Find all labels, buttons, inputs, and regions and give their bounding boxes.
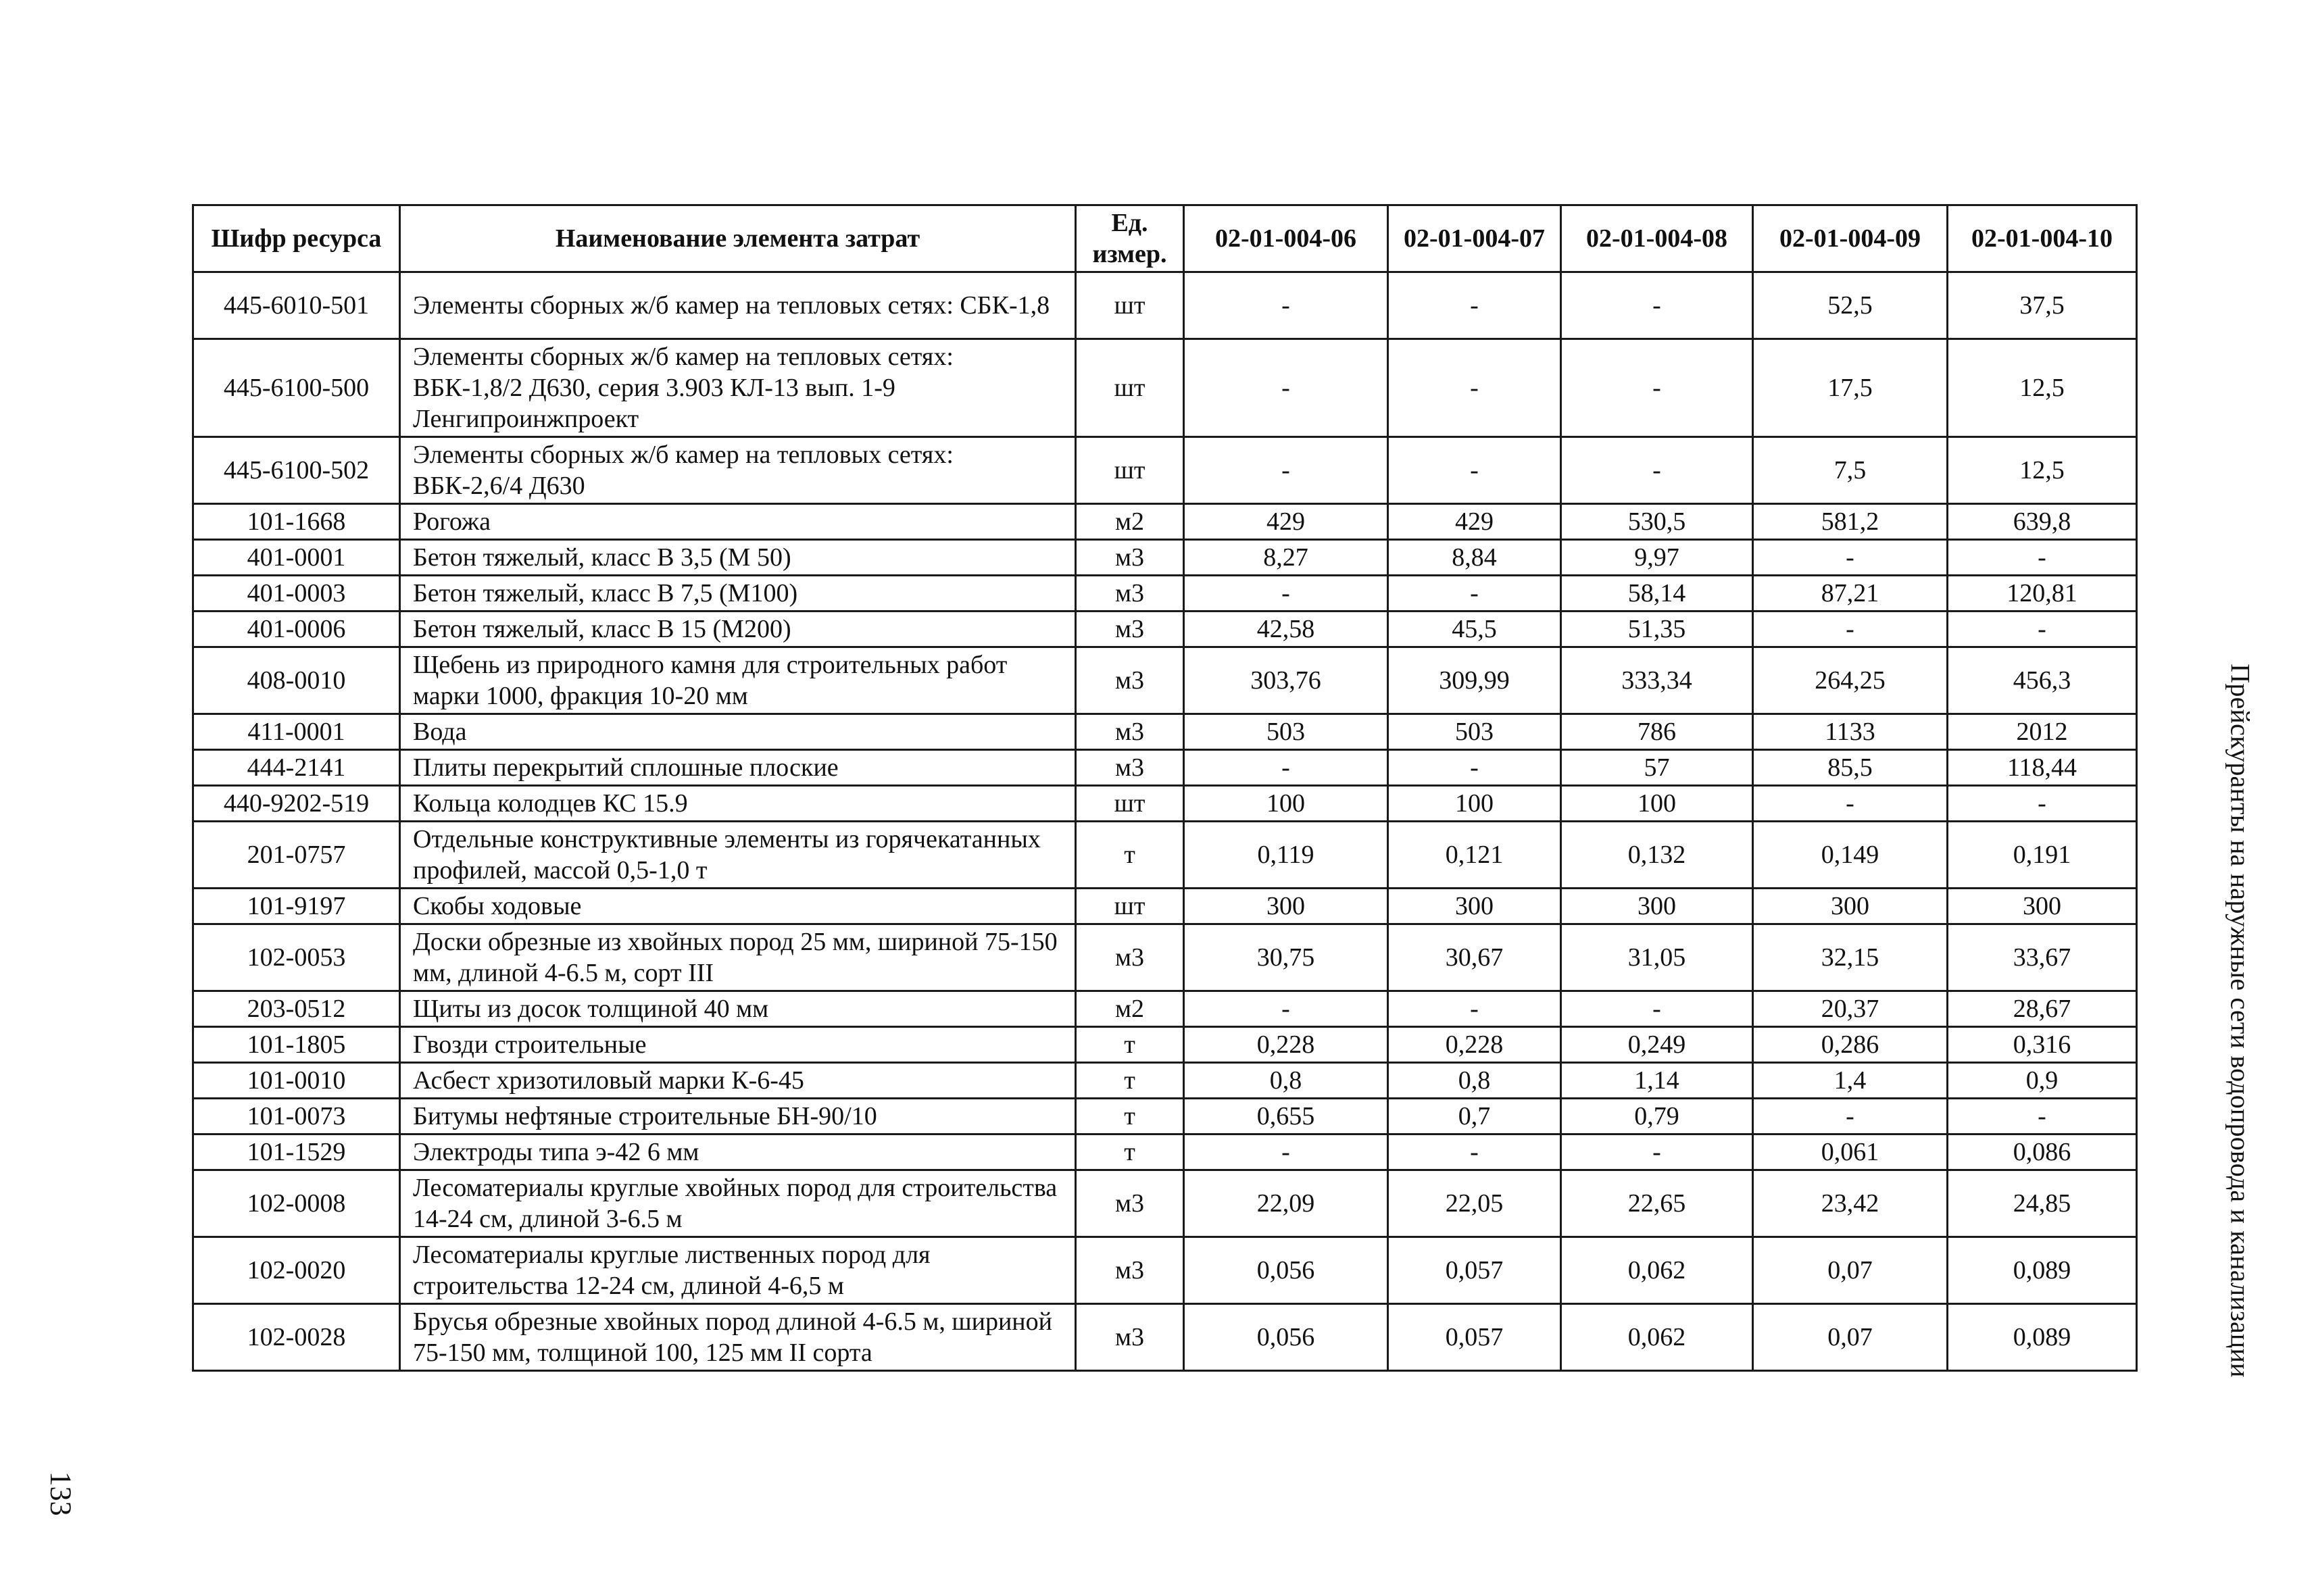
page-number [27,1460,95,1527]
cell-code: 203-0512 [193,991,400,1027]
resource-table [192,204,2138,1372]
cell-code: 201-0757 [193,822,400,889]
table-row [193,822,2137,889]
cell-name: Брусья обрезные хвойных пород длиной 4-6.5 м, шириной 75-150 мм, толщиной 100, 125 мм II сорта [400,1304,1076,1371]
cell-value: 100 [1561,786,1753,822]
cell-value: - [1388,750,1561,786]
table-row [193,1237,2137,1304]
cell-value: 639,8 [1948,504,2137,540]
cell-unit: т [1076,1063,1184,1099]
cell-value: - [1184,339,1388,437]
cell-value: 0,316 [1948,1027,2137,1063]
cell-value: - [1184,991,1388,1027]
cell-value: 51,35 [1561,612,1753,647]
cell-unit: м3 [1076,1304,1184,1371]
cell-value: 300 [1184,889,1388,924]
header-col-08: 02-01-004-08 [1561,205,1753,272]
cell-code: 401-0006 [193,612,400,647]
cell-value: - [1561,437,1753,504]
cell-name: Гвозди строительные [400,1027,1076,1063]
cell-value: 8,84 [1388,540,1561,576]
cell-value: 300 [1753,889,1948,924]
cell-value: - [1753,786,1948,822]
cell-value: 0,249 [1561,1027,1753,1063]
cell-value: - [1184,1134,1388,1170]
cell-value: - [1184,272,1388,339]
cell-value: 0,286 [1753,1027,1948,1063]
table-row [193,889,2137,924]
cell-name: Бетон тяжелый, класс В 15 (М200) [400,612,1076,647]
cell-unit: м3 [1076,612,1184,647]
table-row [193,1027,2137,1063]
cell-value: 7,5 [1753,437,1948,504]
cell-value: 45,5 [1388,612,1561,647]
table-row [193,612,2137,647]
cell-value: 100 [1388,786,1561,822]
cell-code: 440-9202-519 [193,786,400,822]
cell-value: - [1388,437,1561,504]
cell-code: 101-9197 [193,889,400,924]
header-col-06: 02-01-004-06 [1184,205,1388,272]
cell-value: 57 [1561,750,1753,786]
cell-value: 0,132 [1561,822,1753,889]
cell-value: 429 [1388,504,1561,540]
table-row [193,272,2137,339]
cell-value: 300 [1561,889,1753,924]
cell-code: 102-0008 [193,1170,400,1237]
cell-value: 0,056 [1184,1304,1388,1371]
cell-value: - [1753,1099,1948,1134]
header-resource-code: Шифр ресурса [193,205,400,272]
cell-value: 0,057 [1388,1304,1561,1371]
cell-value: - [1561,991,1753,1027]
cell-value: 0,086 [1948,1134,2137,1170]
cell-value: - [1388,991,1561,1027]
cell-value: 17,5 [1753,339,1948,437]
table-row [193,1304,2137,1371]
cell-value: 42,58 [1184,612,1388,647]
cell-value: - [1948,1099,2137,1134]
table-row [193,786,2137,822]
cell-value: 503 [1388,714,1561,750]
cell-value: 264,25 [1753,647,1948,714]
cell-value: 0,062 [1561,1237,1753,1304]
cell-value: - [1753,612,1948,647]
cell-value: 32,15 [1753,924,1948,991]
cell-value: 333,34 [1561,647,1753,714]
cell-value: 1133 [1753,714,1948,750]
cell-name: Лесоматериалы круглые лиственных пород для строительства 12-24 см, длиной 4-6,5 м [400,1237,1076,1304]
cell-unit: м3 [1076,647,1184,714]
cell-value: 52,5 [1753,272,1948,339]
cell-code: 102-0028 [193,1304,400,1371]
cell-value: 581,2 [1753,504,1948,540]
cell-value: 0,089 [1948,1237,2137,1304]
cell-value: - [1388,1134,1561,1170]
cell-name: Щиты из досок толщиной 40 мм [400,991,1076,1027]
cell-value: 0,191 [1948,822,2137,889]
cell-code: 101-0073 [193,1099,400,1134]
cell-name: Лесоматериалы круглые хвойных пород для строительства 14-24 см, длиной 3-6.5 м [400,1170,1076,1237]
cell-unit: шт [1076,786,1184,822]
page-number-text: 133 [44,1471,78,1516]
cell-value: - [1948,786,2137,822]
table-row [193,714,2137,750]
cell-code: 102-0020 [193,1237,400,1304]
cell-value: 30,75 [1184,924,1388,991]
cell-value: 24,85 [1948,1170,2137,1237]
cell-unit: м3 [1076,750,1184,786]
cell-value: 503 [1184,714,1388,750]
cell-value: 0,119 [1184,822,1388,889]
cell-value: - [1388,576,1561,612]
table-header-row [193,205,2137,272]
cell-name: Элементы сборных ж/б камер на тепловых сетях: СБК-1,8 [400,272,1076,339]
cell-value: 0,228 [1184,1027,1388,1063]
cell-value: 0,228 [1388,1027,1561,1063]
cell-value: 303,76 [1184,647,1388,714]
cell-name: Элементы сборных ж/б камер на тепловых сетях: ВБК-1,8/2 Д630, серия 3.903 КЛ-13 вып. 1-9 Ленгипроинжпроект [400,339,1076,437]
cell-code: 411-0001 [193,714,400,750]
cell-value: - [1388,339,1561,437]
cell-name: Отдельные конструктивные элементы из горячекатанных профилей, массой 0,5-1,0 т [400,822,1076,889]
cell-value: 20,37 [1753,991,1948,1027]
table-row [193,1170,2137,1237]
table-row [193,1063,2137,1099]
cell-unit: м3 [1076,714,1184,750]
cell-value: 0,07 [1753,1237,1948,1304]
cell-code: 102-0053 [193,924,400,991]
cell-unit: м3 [1076,576,1184,612]
cell-value: 0,061 [1753,1134,1948,1170]
cell-unit: м2 [1076,504,1184,540]
cell-value: 22,05 [1388,1170,1561,1237]
cell-value: 9,97 [1561,540,1753,576]
cell-name: Электроды типа э-42 6 мм [400,1134,1076,1170]
cell-value: 31,05 [1561,924,1753,991]
cell-value: 118,44 [1948,750,2137,786]
cell-value: - [1948,540,2137,576]
header-cost-element-name: Наименование элемента затрат [400,205,1076,272]
cell-value: 2012 [1948,714,2137,750]
cell-code: 444-2141 [193,750,400,786]
cell-name: Асбест хризотиловый марки К-6-45 [400,1063,1076,1099]
cell-value: 456,3 [1948,647,2137,714]
cell-value: - [1948,612,2137,647]
cell-value: 23,42 [1753,1170,1948,1237]
cell-code: 445-6010-501 [193,272,400,339]
cell-code: 101-1529 [193,1134,400,1170]
cell-value: 786 [1561,714,1753,750]
cell-value: 22,09 [1184,1170,1388,1237]
cell-value: 58,14 [1561,576,1753,612]
cell-name: Рогожа [400,504,1076,540]
cell-value: 0,8 [1184,1063,1388,1099]
cell-value: - [1388,272,1561,339]
cell-value: 0,655 [1184,1099,1388,1134]
cell-value: 85,5 [1753,750,1948,786]
cell-value: - [1184,576,1388,612]
cell-value: 0,056 [1184,1237,1388,1304]
cell-value: - [1561,272,1753,339]
cell-code: 101-1668 [193,504,400,540]
cell-value: 0,9 [1948,1063,2137,1099]
table-row [193,924,2137,991]
cell-value: 12,5 [1948,339,2137,437]
cell-value: - [1561,339,1753,437]
cell-value: 0,79 [1561,1099,1753,1134]
cell-name: Кольца колодцев КС 15.9 [400,786,1076,822]
cell-value: 309,99 [1388,647,1561,714]
cell-code: 445-6100-502 [193,437,400,504]
cell-value: 429 [1184,504,1388,540]
cell-code: 445-6100-500 [193,339,400,437]
cell-value: 530,5 [1561,504,1753,540]
header-col-10: 02-01-004-10 [1948,205,2137,272]
table-row [193,1134,2137,1170]
header-col-07: 02-01-004-07 [1388,205,1561,272]
cell-value: - [1561,1134,1753,1170]
table-row [193,991,2137,1027]
cell-value: 87,21 [1753,576,1948,612]
cell-code: 401-0003 [193,576,400,612]
cell-unit: м3 [1076,924,1184,991]
cell-code: 101-1805 [193,1027,400,1063]
cell-name: Щебень из природного камня для строительных работ марки 1000, фракция 10-20 мм [400,647,1076,714]
cell-unit: м2 [1076,991,1184,1027]
header-unit: Ед. измер. [1076,205,1184,272]
side-running-title-text: Прейскуранты на наружные сети водопровода и канализации [2225,663,2256,1378]
cell-unit: шт [1076,339,1184,437]
table-row [193,540,2137,576]
cell-value: 0,8 [1388,1063,1561,1099]
cell-value: 300 [1948,889,2137,924]
cell-unit: т [1076,1099,1184,1134]
cell-value: 120,81 [1948,576,2137,612]
cell-value: 28,67 [1948,991,2137,1027]
cell-code: 408-0010 [193,647,400,714]
cell-unit: т [1076,1134,1184,1170]
cell-name: Доски обрезные из хвойных пород 25 мм, шириной 75-150 мм, длиной 4-6.5 м, сорт III [400,924,1076,991]
cell-value: 30,67 [1388,924,1561,991]
cell-unit: т [1076,1027,1184,1063]
table-row [193,339,2137,437]
cell-unit: шт [1076,437,1184,504]
cell-name: Скобы ходовые [400,889,1076,924]
cell-value: 12,5 [1948,437,2137,504]
cell-name: Элементы сборных ж/б камер на тепловых сетях: ВБК-2,6/4 Д630 [400,437,1076,504]
cell-value: - [1184,437,1388,504]
cell-unit: т [1076,822,1184,889]
table-row [193,647,2137,714]
cell-value: 0,07 [1753,1304,1948,1371]
table-row [193,437,2137,504]
cell-value: 300 [1388,889,1561,924]
cell-unit: м3 [1076,1237,1184,1304]
cell-value: - [1753,540,1948,576]
cell-value: 0,089 [1948,1304,2137,1371]
table-row [193,750,2137,786]
table-row [193,1099,2137,1134]
cell-value: 0,121 [1388,822,1561,889]
cell-name: Бетон тяжелый, класс В 3,5 (М 50) [400,540,1076,576]
cell-value: 37,5 [1948,272,2137,339]
cell-unit: м3 [1076,1170,1184,1237]
cell-value: 0,7 [1388,1099,1561,1134]
cell-value: 33,67 [1948,924,2137,991]
cell-name: Вода [400,714,1076,750]
cell-unit: шт [1076,889,1184,924]
cell-value: - [1184,750,1388,786]
table-row [193,504,2137,540]
cell-value: 0,062 [1561,1304,1753,1371]
resource-table-container [192,204,2136,1372]
cell-value: 100 [1184,786,1388,822]
cell-value: 0,057 [1388,1237,1561,1304]
cell-name: Плиты перекрытий сплошные плоские [400,750,1076,786]
cell-name: Бетон тяжелый, класс В 7,5 (М100) [400,576,1076,612]
table-row [193,576,2137,612]
cell-value: 8,27 [1184,540,1388,576]
cell-value: 22,65 [1561,1170,1753,1237]
cell-value: 1,4 [1753,1063,1948,1099]
cell-unit: м3 [1076,540,1184,576]
cell-code: 101-0010 [193,1063,400,1099]
cell-value: 0,149 [1753,822,1948,889]
cell-unit: шт [1076,272,1184,339]
cell-value: 1,14 [1561,1063,1753,1099]
side-running-title [2217,534,2264,1507]
cell-code: 401-0001 [193,540,400,576]
cell-name: Битумы нефтяные строительные БН-90/10 [400,1099,1076,1134]
header-col-09: 02-01-004-09 [1753,205,1948,272]
